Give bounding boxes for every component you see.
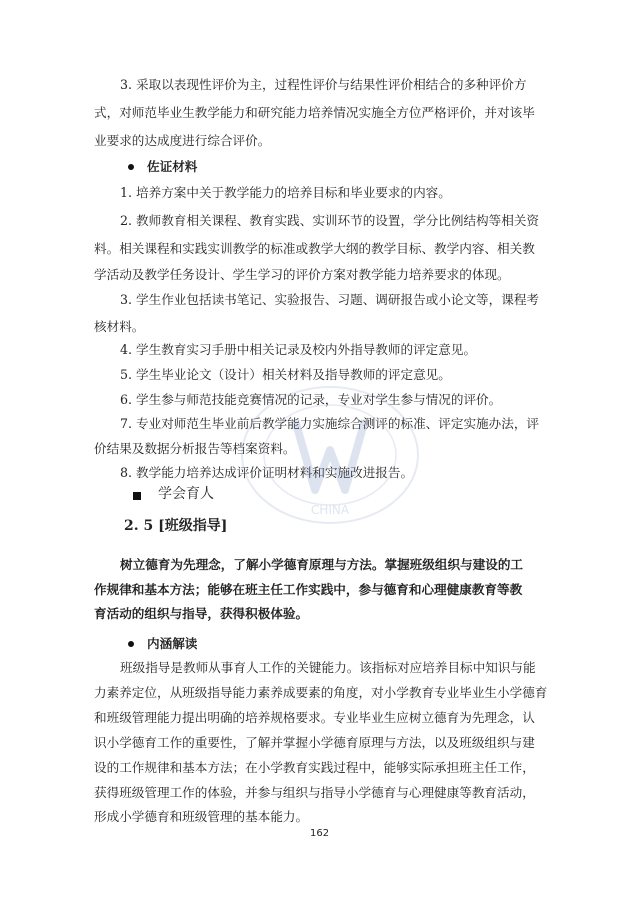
watermark-logo-icon bbox=[235, 380, 425, 530]
evidence-line: 核材料。 bbox=[94, 319, 145, 334]
interpretation-line: 形成小学德育和班级管理的基本能力。 bbox=[94, 809, 309, 824]
evidence-line: 价结果及数据分析报告等档案资料。 bbox=[94, 441, 296, 456]
interpretation-line: 力素养定位，从班级指导能力素养成要素的角度，对小学教育专业毕业生小学德育 bbox=[94, 685, 548, 700]
interpretation-line: 设的工作规律和基本方法；在小学教育实践过程中，能够实际承担班主任工作， bbox=[94, 760, 535, 775]
evidence-line: 3. 学生作业包括读书笔记、实验报告、习题、调研报告或小论文等，课程考 bbox=[120, 292, 540, 307]
text-line: 3. 采取以表现性评价为主，过程性评价与结果性评价相结合的多种评价方 bbox=[120, 77, 527, 92]
evidence-line: 6. 学生参与师范技能竞赛情况的记录，专业对学生参与情况的评价。 bbox=[120, 392, 502, 407]
interpretation-line: 和班级管理能力提出明确的培养规格要求。专业毕业生应树立德育为先理念，认 bbox=[94, 710, 535, 725]
evidence-heading: 佐证材料 bbox=[147, 159, 198, 174]
evidence-line: 1. 培养方案中关于教学能力的培养目标和毕业要求的内容。 bbox=[120, 185, 451, 200]
section-heading: 学会育人 bbox=[158, 486, 214, 502]
evidence-line: 8. 教学能力培养达成评价证明材料和实施改进报告。 bbox=[120, 465, 414, 480]
watermark-text: CHINA bbox=[310, 503, 350, 517]
interpretation-heading: 内涵解读 bbox=[147, 636, 198, 651]
evidence-line: 料。相关课程和实践实训教学的标准或教学大纲的教学目标、教学内容、相关教 bbox=[94, 241, 535, 256]
bullet-icon bbox=[128, 641, 134, 647]
bullet-icon bbox=[128, 164, 134, 170]
standard-line: 作规律和基本方法；能够在班主任工作实践中，参与德育和心理健康教育等教 bbox=[94, 582, 523, 597]
text-line: 式，对师范毕业生教学能力和研究能力培养情况实施全方位严格评价，并对该毕 bbox=[94, 105, 535, 120]
text-line: 业要求的达成度进行综合评价。 bbox=[94, 133, 271, 148]
interpretation-line: 班级指导是教师从事育人工作的关键能力。该指标对应培养目标中知识与能 bbox=[120, 660, 536, 675]
subsection-title: 2. 5 [班级指导] bbox=[124, 518, 228, 534]
square-bullet-icon bbox=[133, 492, 141, 500]
evidence-line: 7. 专业对师范生毕业前后教学能力实施综合测评的标准、评定实施办法，评 bbox=[120, 416, 540, 431]
evidence-line: 4. 学生教育实习手册中相关记录及校内外指导教师的评定意见。 bbox=[120, 342, 477, 357]
standard-line: 育活动的组织与指导，获得积极体验。 bbox=[94, 606, 309, 621]
evidence-line: 2. 教师教育相关课程、教育实践、实训环节的设置，学分比例结构等相关资 bbox=[120, 213, 540, 228]
interpretation-line: 获得班级管理工作的体验，并参与组织与指导小学德育与心理健康等教育活动， bbox=[94, 785, 535, 800]
evidence-line: 学活动及教学任务设计、学生学习的评价方案对教学能力培养要求的体现。 bbox=[94, 267, 510, 282]
standard-line: 树立德育为先理念，了解小学德育原理与方法。掌握班级组织与建设的工 bbox=[120, 557, 523, 572]
evidence-line: 5. 学生毕业论文（设计）相关材料及指导教师的评定意见。 bbox=[120, 367, 451, 382]
interpretation-line: 识小学德育工作的重要性，了解并掌握小学德育原理与方法，以及班级组织与建 bbox=[94, 735, 535, 750]
page-number: 162 bbox=[310, 828, 330, 839]
